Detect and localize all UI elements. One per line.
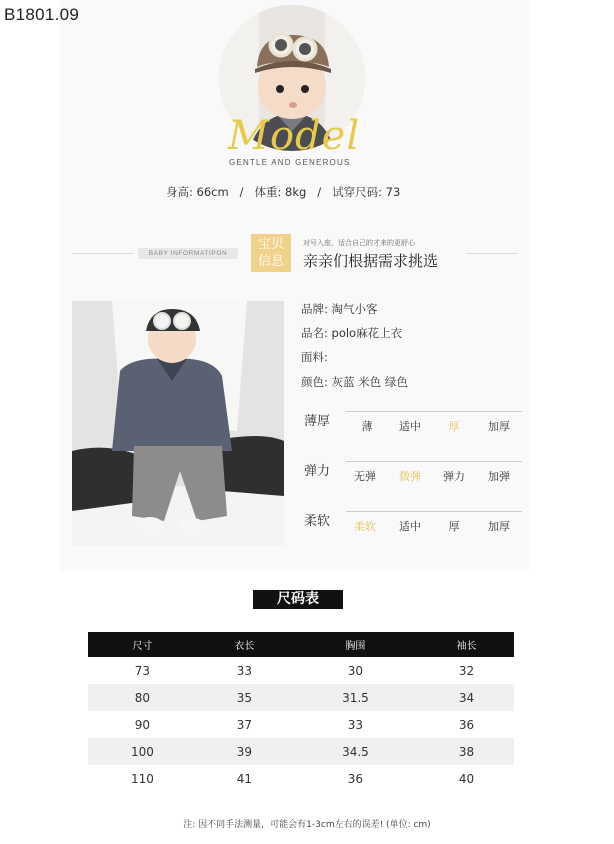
weight-value: 8kg xyxy=(285,185,307,199)
cell: 34.5 xyxy=(292,738,419,765)
fabric-line: 面料: xyxy=(301,350,328,364)
cell: 36 xyxy=(458,717,475,732)
table-row xyxy=(88,765,514,792)
softness-option: 加厚 xyxy=(488,520,510,533)
thickness-option: 适中 xyxy=(399,420,421,433)
softness-label: 柔软 xyxy=(304,514,331,529)
size-chart-table xyxy=(88,632,514,792)
colors-line: 颜色: 灰蓝 米色 绿色 xyxy=(301,375,408,389)
cell: 40 xyxy=(458,771,475,786)
thickness-line xyxy=(346,411,522,412)
product-code: B1801.09 xyxy=(4,5,80,24)
product-photo xyxy=(72,301,284,546)
elasticity-label: 弹力 xyxy=(304,464,331,479)
elasticity-option: 加弹 xyxy=(488,470,510,483)
section-headline: 亲亲们根据需求挑选 xyxy=(303,252,439,270)
baby-sitting-illustration xyxy=(72,301,284,546)
info-badge xyxy=(251,234,291,272)
softness-line xyxy=(346,511,522,512)
cell: 36 xyxy=(347,771,364,786)
cell: 41 xyxy=(236,771,253,786)
elasticity-option: 无弹 xyxy=(354,470,376,483)
cell: 39 xyxy=(197,738,292,765)
divider-left xyxy=(72,253,134,254)
thickness-option: 薄 xyxy=(361,420,373,433)
try-size-value: 73 xyxy=(385,185,401,199)
try-size-label: 试穿尺码: xyxy=(332,185,383,199)
size-chart-title: 尺码表 xyxy=(253,590,343,609)
header-chest: 胸围 xyxy=(292,632,419,657)
elasticity-line xyxy=(346,461,522,462)
table-row xyxy=(88,711,514,738)
thickness-option: 加厚 xyxy=(488,420,510,433)
table-row xyxy=(88,738,514,765)
elasticity-option: 弹力 xyxy=(443,470,465,483)
brand-line: 品牌: 淘气小客 xyxy=(301,302,378,316)
model-tagline: GENTLE AND GENEROUS xyxy=(229,158,351,167)
softness-option: 厚 xyxy=(448,520,460,533)
softness-option-selected: 柔软 xyxy=(354,520,376,533)
model-measurements: 身高: 66cm / 体重: 8kg / 试穿尺码: 73 xyxy=(166,185,401,199)
elasticity-option-selected: 微弹 xyxy=(399,470,421,483)
header-size: 尺寸 xyxy=(88,632,197,657)
header-length: 衣长 xyxy=(197,632,292,657)
height-value: 66cm xyxy=(196,185,229,199)
cell: 31.5 xyxy=(292,684,419,711)
cell: 32 xyxy=(458,663,475,678)
cell: 110 xyxy=(130,771,154,786)
cell: 90 xyxy=(134,717,151,732)
cell: 73 xyxy=(134,663,151,678)
product-name-line: 品名: polo麻花上衣 xyxy=(301,326,403,340)
cell: 38 xyxy=(419,738,514,765)
table-row xyxy=(88,684,514,711)
thickness-option-selected: 厚 xyxy=(448,420,460,433)
cell: 80 xyxy=(88,684,197,711)
badge-line-1: 宝贝 xyxy=(257,237,284,252)
cell: 34 xyxy=(419,684,514,711)
cell: 37 xyxy=(236,717,253,732)
badge-line-2: 信息 xyxy=(257,254,284,269)
divider-right xyxy=(466,253,518,254)
header-sleeve: 袖长 xyxy=(419,632,514,657)
weight-label: 体重: xyxy=(254,185,282,199)
size-chart-header-row xyxy=(88,632,514,657)
thickness-label: 薄厚 xyxy=(304,414,331,429)
section-tip: 对号入座，适合自己的才来的更舒心 xyxy=(303,239,415,247)
cell: 100 xyxy=(88,738,197,765)
table-row xyxy=(88,657,514,684)
cell: 30 xyxy=(347,663,364,678)
measurement-note: 注: 因不同手法测量，可能会有1-3cm左右的误差! (单位: cm) xyxy=(183,820,431,830)
cell: 33 xyxy=(347,717,364,732)
cell: 35 xyxy=(197,684,292,711)
model-script-title: Model xyxy=(228,113,361,159)
baby-info-tag: BABY INFORMATIPON xyxy=(138,248,238,259)
cell: 33 xyxy=(236,663,253,678)
softness-option: 适中 xyxy=(399,520,421,533)
height-label: 身高: xyxy=(166,185,193,199)
